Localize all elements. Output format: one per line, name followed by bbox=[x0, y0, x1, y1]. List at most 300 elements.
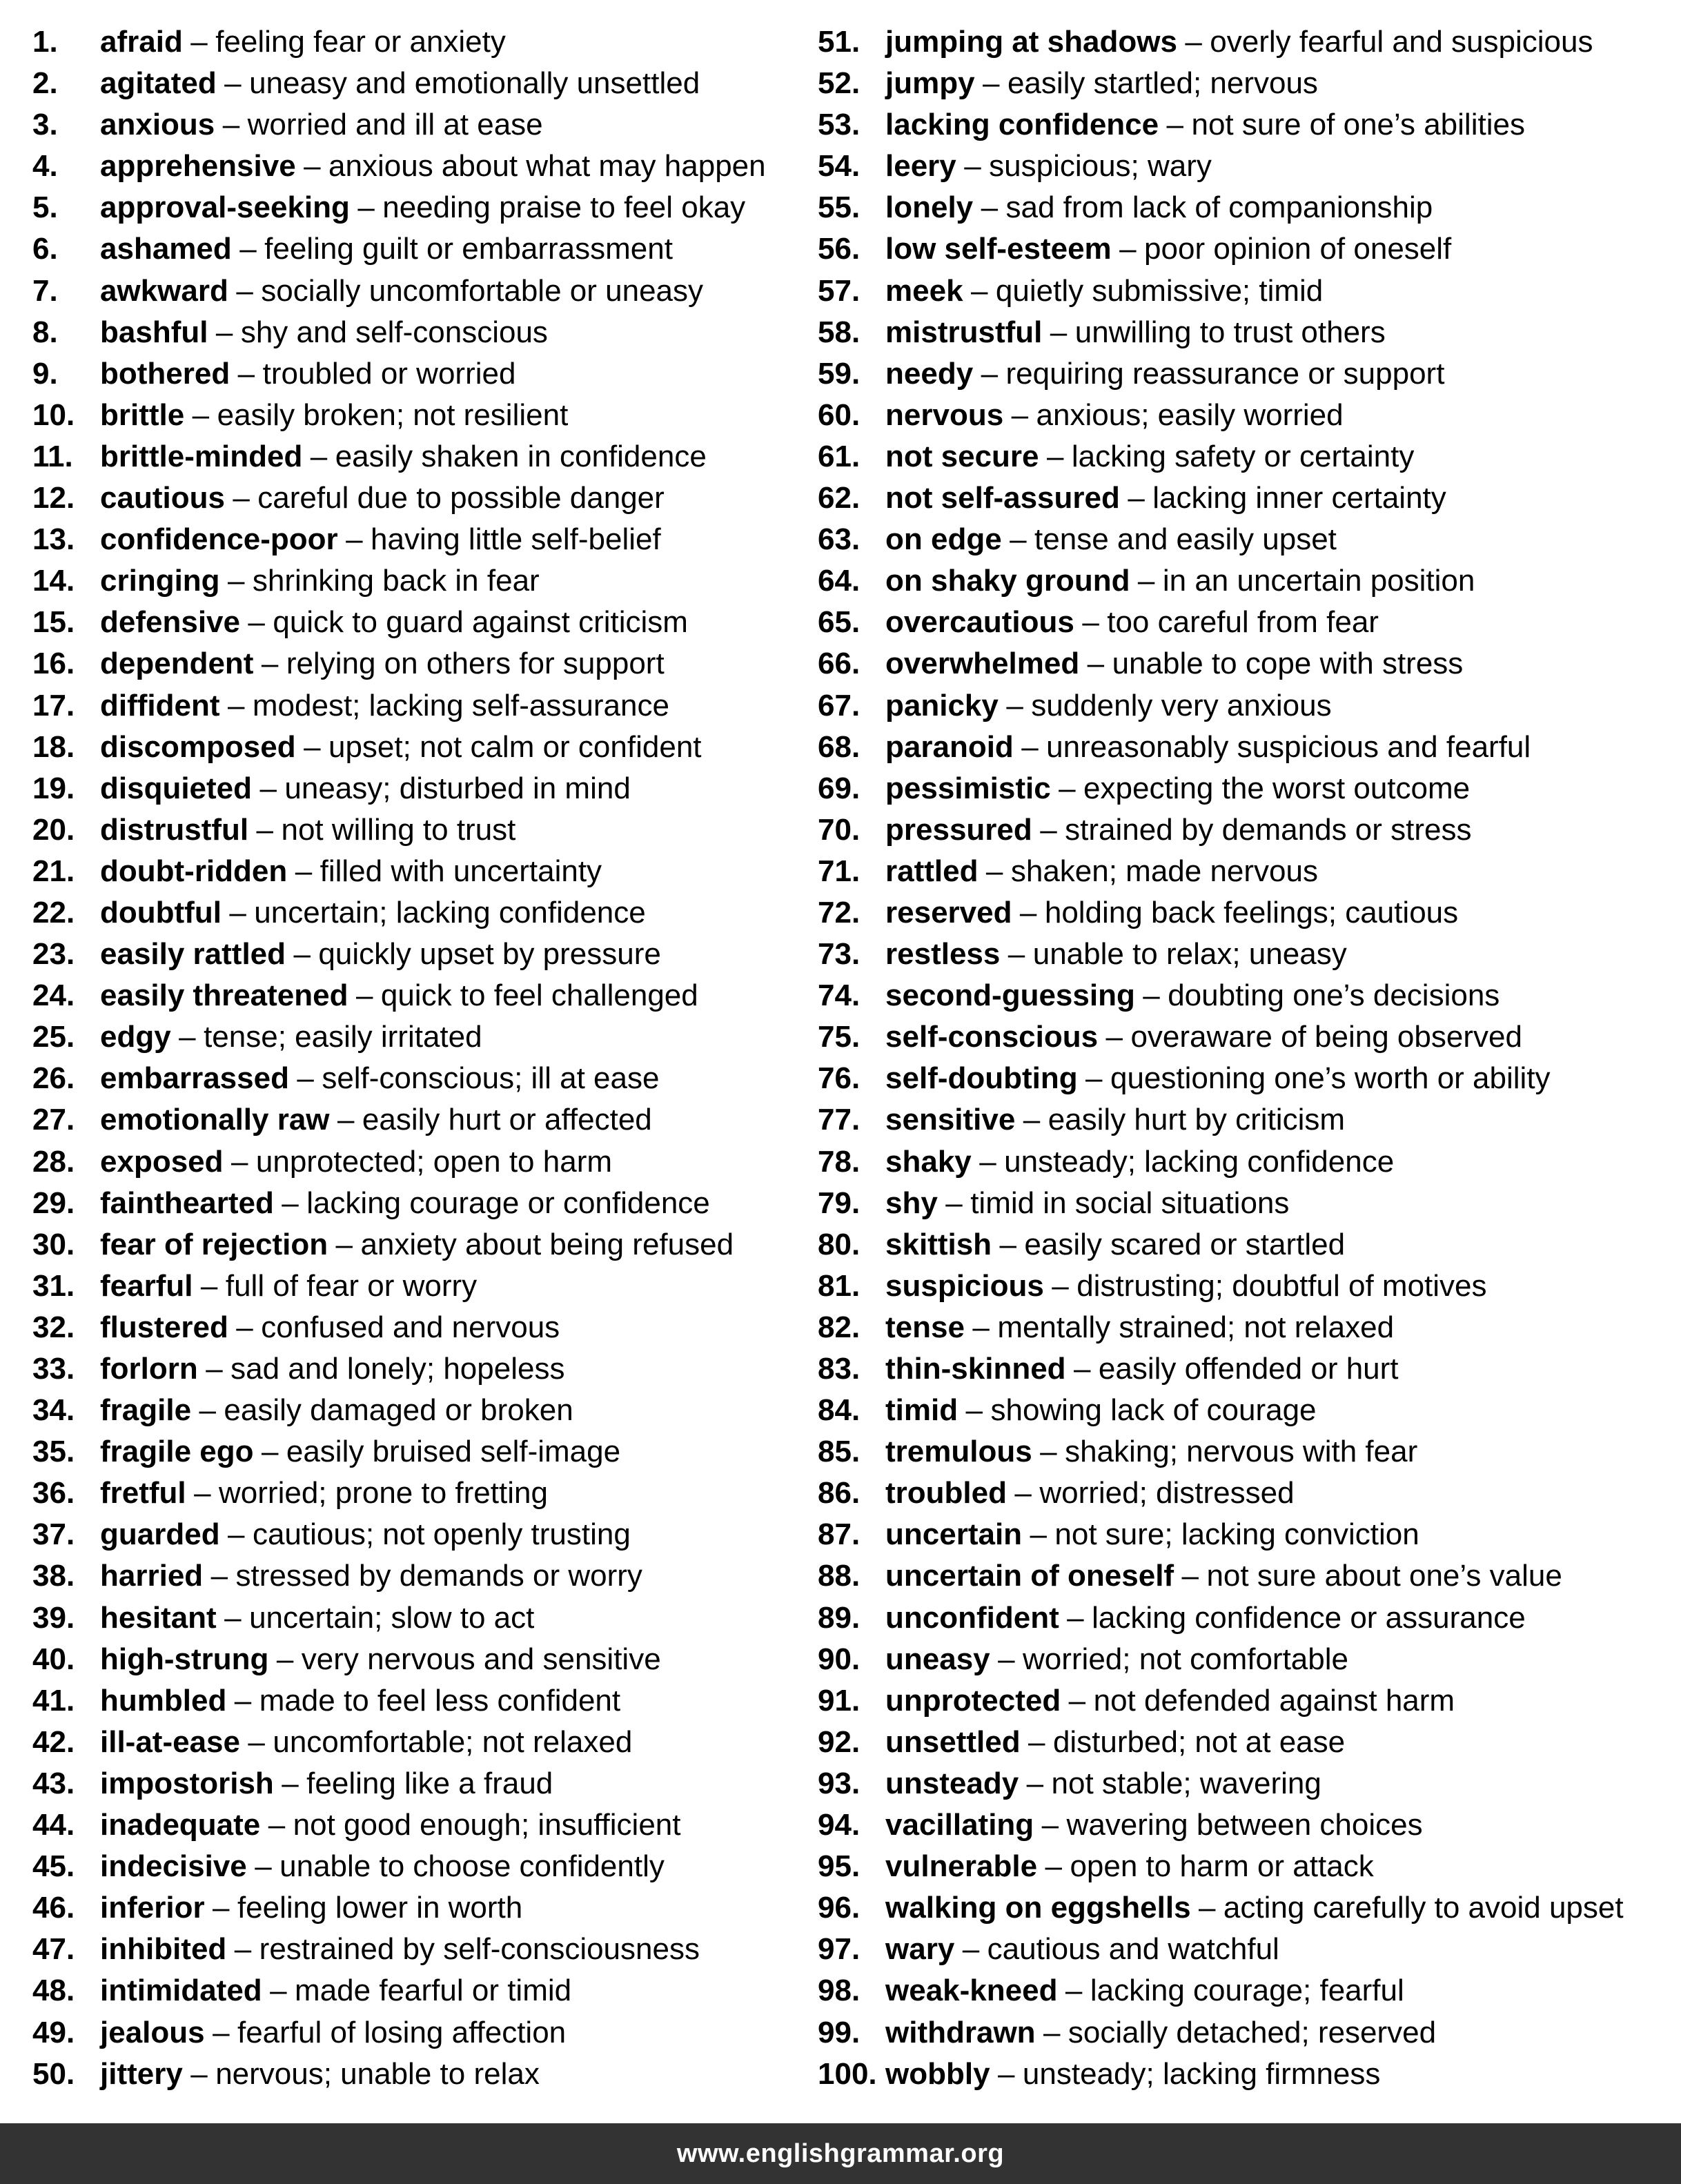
item-term: uncertain bbox=[885, 1517, 1023, 1552]
item-definition: needing praise to feel okay bbox=[382, 190, 746, 225]
list-item bbox=[818, 1929, 1624, 1970]
item-definition: sad from lack of companionship bbox=[1005, 190, 1433, 225]
item-text bbox=[885, 1808, 1423, 1842]
item-term: pessimistic bbox=[885, 771, 1051, 805]
item-number: 67. bbox=[818, 688, 861, 722]
item-definition: lacking confidence or assurance bbox=[1092, 1600, 1526, 1635]
item-definition: quick to feel challenged bbox=[380, 978, 698, 1013]
item-separator: – bbox=[1067, 1600, 1084, 1635]
item-term: troubled bbox=[885, 1476, 1007, 1511]
list-item bbox=[818, 1431, 1624, 1473]
item-text bbox=[885, 25, 1593, 59]
item-number: 1. bbox=[32, 25, 58, 59]
item-separator: – bbox=[236, 1310, 253, 1344]
item-term: diffident bbox=[100, 688, 220, 722]
item-definition: not good enough; insufficient bbox=[293, 1808, 681, 1842]
item-separator: – bbox=[230, 1144, 248, 1179]
list-item bbox=[32, 63, 766, 104]
list-item bbox=[32, 1183, 766, 1224]
item-separator: – bbox=[355, 978, 373, 1013]
item-definition: shrinking back in fear bbox=[252, 564, 540, 598]
item-separator: – bbox=[261, 647, 279, 681]
item-text bbox=[100, 564, 540, 598]
item-definition: feeling fear or anxiety bbox=[215, 25, 506, 59]
item-text bbox=[885, 1103, 1345, 1137]
item-term: fearful bbox=[100, 1268, 193, 1303]
item-text bbox=[100, 398, 568, 432]
item-term: unsettled bbox=[885, 1724, 1021, 1759]
item-term: meek bbox=[885, 273, 963, 308]
item-number: 87. bbox=[818, 1517, 861, 1552]
item-separator: – bbox=[1014, 1476, 1032, 1511]
list-item bbox=[818, 975, 1624, 1016]
item-number: 81. bbox=[818, 1268, 861, 1303]
item-number: 79. bbox=[818, 1186, 861, 1220]
item-separator: – bbox=[965, 1393, 983, 1428]
item-term: humbled bbox=[100, 1683, 227, 1718]
item-definition: easily startled; nervous bbox=[1007, 66, 1318, 101]
list-item bbox=[32, 1431, 766, 1473]
list-item bbox=[32, 104, 766, 146]
item-number: 69. bbox=[818, 771, 861, 805]
item-term: fretful bbox=[100, 1476, 186, 1511]
item-term: needy bbox=[885, 356, 974, 391]
item-definition: having little self-belief bbox=[371, 522, 661, 557]
item-term: withdrawn bbox=[885, 2015, 1036, 2049]
item-number: 86. bbox=[818, 1476, 861, 1511]
item-separator: – bbox=[335, 1227, 353, 1261]
item-text bbox=[885, 1186, 1289, 1220]
list-item bbox=[32, 436, 766, 478]
list-item bbox=[818, 436, 1624, 478]
item-text bbox=[885, 1228, 1345, 1261]
list-item bbox=[818, 1266, 1624, 1307]
list-item bbox=[818, 1887, 1624, 1929]
list-item bbox=[32, 1680, 766, 1722]
list-item bbox=[818, 1016, 1624, 1058]
item-number: 52. bbox=[818, 66, 861, 101]
item-text bbox=[100, 605, 688, 639]
item-separator: – bbox=[346, 522, 363, 557]
item-definition: uneasy; disturbed in mind bbox=[284, 771, 631, 805]
item-term: easily threatened bbox=[100, 978, 348, 1013]
item-definition: nervous; unable to relax bbox=[215, 2056, 540, 2091]
item-term: nervous bbox=[885, 397, 1004, 432]
item-text bbox=[885, 1684, 1455, 1718]
item-separator: – bbox=[983, 66, 1000, 101]
item-definition: requiring reassurance or support bbox=[1005, 356, 1445, 391]
item-number: 25. bbox=[32, 1020, 75, 1054]
list-item bbox=[818, 1099, 1624, 1141]
item-term: edgy bbox=[100, 1020, 171, 1054]
item-definition: easily bruised self-image bbox=[286, 1435, 621, 1469]
item-separator: – bbox=[224, 1600, 242, 1635]
item-text bbox=[885, 1020, 1522, 1054]
item-number: 94. bbox=[818, 1808, 861, 1842]
item-definition: wavering between choices bbox=[1066, 1808, 1423, 1842]
item-definition: unsteady; lacking confidence bbox=[1004, 1144, 1395, 1179]
item-definition: worried; distressed bbox=[1039, 1476, 1295, 1511]
item-term: hesitant bbox=[100, 1600, 217, 1635]
item-definition: easily hurt by criticism bbox=[1048, 1103, 1346, 1137]
list-item bbox=[32, 1307, 766, 1348]
item-text bbox=[100, 190, 745, 224]
list-item bbox=[32, 1099, 766, 1141]
item-text bbox=[100, 896, 646, 929]
list-item bbox=[32, 809, 766, 851]
item-number: 36. bbox=[32, 1476, 75, 1511]
item-separator: – bbox=[304, 149, 321, 184]
item-term: ashamed bbox=[100, 232, 232, 266]
item-number: 100. bbox=[818, 2056, 877, 2091]
item-term: vacillating bbox=[885, 1808, 1034, 1842]
item-number: 95. bbox=[818, 1849, 861, 1884]
item-text bbox=[885, 978, 1500, 1012]
item-text bbox=[100, 522, 661, 556]
list-item bbox=[32, 685, 766, 727]
item-term: on edge bbox=[885, 522, 1002, 557]
item-text bbox=[100, 854, 602, 888]
item-separator: – bbox=[255, 1849, 272, 1884]
item-text bbox=[100, 771, 631, 805]
item-term: pressured bbox=[885, 812, 1032, 847]
item-separator: – bbox=[998, 2056, 1015, 2091]
list-item bbox=[818, 1514, 1624, 1555]
item-number: 17. bbox=[32, 688, 75, 722]
item-number: 64. bbox=[818, 564, 861, 598]
item-text bbox=[100, 2057, 540, 2091]
item-number: 8. bbox=[32, 315, 58, 349]
item-separator: – bbox=[964, 149, 981, 184]
item-definition: not sure of one’s abilities bbox=[1191, 108, 1525, 142]
item-term: unsteady bbox=[885, 1766, 1019, 1800]
item-term: jumping at shadows bbox=[885, 25, 1177, 59]
item-text bbox=[100, 1310, 560, 1344]
item-number: 96. bbox=[818, 1891, 861, 1925]
item-separator: – bbox=[200, 1268, 218, 1303]
item-text bbox=[885, 1559, 1562, 1593]
item-number: 31. bbox=[32, 1268, 75, 1303]
item-text bbox=[885, 2016, 1436, 2049]
list-item bbox=[818, 1846, 1624, 1887]
item-term: harried bbox=[100, 1559, 204, 1593]
item-definition: sad and lonely; hopeless bbox=[230, 1352, 565, 1386]
item-definition: acting carefully to avoid upset bbox=[1223, 1891, 1624, 1925]
item-number: 29. bbox=[32, 1186, 75, 1220]
item-term: walking on eggshells bbox=[885, 1891, 1191, 1925]
list-item bbox=[32, 1804, 766, 1846]
item-definition: upset; not calm or confident bbox=[328, 729, 702, 764]
list-item bbox=[818, 1348, 1624, 1390]
item-text bbox=[100, 1228, 734, 1261]
list-item bbox=[818, 602, 1624, 643]
item-definition: not willing to trust bbox=[281, 812, 516, 847]
item-separator: – bbox=[998, 1642, 1015, 1676]
item-separator: – bbox=[227, 688, 245, 722]
item-term: uneasy bbox=[885, 1642, 990, 1676]
item-separator: – bbox=[190, 25, 208, 59]
item-number: 28. bbox=[32, 1144, 75, 1179]
item-definition: anxious about what may happen bbox=[328, 149, 766, 184]
item-definition: made fearful or timid bbox=[295, 1974, 572, 2008]
list-item bbox=[32, 1141, 766, 1183]
item-term: self-conscious bbox=[885, 1020, 1099, 1054]
item-term: vulnerable bbox=[885, 1849, 1038, 1884]
item-text bbox=[100, 1684, 620, 1718]
item-text bbox=[100, 1932, 700, 1966]
item-number: 14. bbox=[32, 564, 75, 598]
list-item bbox=[818, 1597, 1624, 1639]
item-definition: lacking safety or certainty bbox=[1071, 439, 1415, 473]
item-text bbox=[100, 1061, 659, 1095]
item-number: 4. bbox=[32, 149, 58, 184]
item-definition: overly fearful and suspicious bbox=[1210, 25, 1593, 59]
list-item bbox=[32, 1929, 766, 1970]
item-text bbox=[885, 1310, 1394, 1344]
item-term: not self-assured bbox=[885, 481, 1120, 515]
item-text bbox=[100, 1352, 564, 1386]
item-text bbox=[885, 1435, 1417, 1468]
list-item bbox=[818, 727, 1624, 768]
item-number: 85. bbox=[818, 1435, 861, 1469]
item-text bbox=[885, 771, 1470, 805]
list-item bbox=[32, 1722, 766, 1763]
item-text bbox=[885, 398, 1344, 432]
item-term: tense bbox=[885, 1310, 965, 1344]
item-number: 60. bbox=[818, 397, 861, 432]
item-definition: uncertain; lacking confidence bbox=[254, 895, 646, 929]
item-separator: – bbox=[268, 1808, 286, 1842]
item-term: inadequate bbox=[100, 1808, 261, 1842]
item-number: 13. bbox=[32, 522, 75, 557]
item-text bbox=[100, 1145, 612, 1179]
item-separator: – bbox=[981, 356, 999, 391]
item-text bbox=[885, 854, 1318, 888]
item-text bbox=[100, 1476, 548, 1510]
item-separator: – bbox=[945, 1186, 963, 1220]
list-item bbox=[818, 892, 1624, 934]
item-text bbox=[885, 190, 1433, 224]
item-text bbox=[885, 440, 1414, 473]
item-separator: – bbox=[1011, 397, 1029, 432]
list-item bbox=[818, 1639, 1624, 1680]
item-number: 51. bbox=[818, 25, 861, 59]
item-text bbox=[100, 315, 548, 349]
item-term: forlorn bbox=[100, 1352, 198, 1386]
item-text bbox=[100, 730, 702, 764]
item-separator: – bbox=[1052, 1268, 1069, 1303]
item-separator: – bbox=[979, 1144, 996, 1179]
item-text bbox=[885, 232, 1451, 266]
list-item bbox=[32, 1224, 766, 1266]
item-term: doubtful bbox=[100, 895, 222, 929]
item-number: 70. bbox=[818, 812, 861, 847]
item-separator: – bbox=[234, 1932, 252, 1967]
item-term: afraid bbox=[100, 25, 183, 59]
item-term: impostorish bbox=[100, 1766, 274, 1800]
item-text bbox=[885, 1061, 1551, 1095]
item-number: 5. bbox=[32, 190, 58, 225]
item-term: bashful bbox=[100, 315, 208, 349]
item-number: 7. bbox=[32, 273, 58, 308]
item-definition: very nervous and sensitive bbox=[301, 1642, 661, 1676]
item-separator: – bbox=[237, 356, 255, 391]
item-separator: – bbox=[239, 232, 257, 266]
item-text bbox=[100, 1269, 477, 1303]
item-separator: – bbox=[310, 439, 328, 473]
item-separator: – bbox=[1068, 1683, 1086, 1718]
item-definition: too careful from fear bbox=[1107, 605, 1379, 640]
item-separator: – bbox=[999, 1227, 1016, 1261]
item-term: fragile bbox=[100, 1393, 192, 1428]
item-separator: – bbox=[199, 1393, 216, 1428]
item-number: 24. bbox=[32, 978, 75, 1013]
item-definition: holding back feelings; cautious bbox=[1044, 895, 1459, 929]
list-item bbox=[818, 63, 1624, 104]
item-definition: fearful of losing affection bbox=[237, 2015, 567, 2049]
item-term: approval-seeking bbox=[100, 190, 350, 225]
item-term: not secure bbox=[885, 439, 1039, 473]
list-item bbox=[818, 643, 1624, 685]
list-item bbox=[818, 768, 1624, 809]
item-separator: – bbox=[985, 854, 1003, 888]
item-definition: feeling like a fraud bbox=[306, 1766, 553, 1800]
item-term: ill-at-ease bbox=[100, 1724, 240, 1759]
item-number: 34. bbox=[32, 1393, 75, 1428]
list-item bbox=[32, 312, 766, 353]
item-separator: – bbox=[229, 895, 246, 929]
item-separator: – bbox=[1046, 439, 1064, 473]
item-number: 26. bbox=[32, 1061, 75, 1096]
item-separator: – bbox=[357, 190, 375, 225]
item-number: 88. bbox=[818, 1559, 861, 1593]
item-separator: – bbox=[276, 1642, 294, 1676]
item-number: 62. bbox=[818, 481, 861, 515]
item-text bbox=[100, 1767, 553, 1800]
item-term: cringing bbox=[100, 564, 220, 598]
item-definition: doubting one’s decisions bbox=[1168, 978, 1500, 1013]
item-number: 65. bbox=[818, 605, 861, 640]
item-term: dependent bbox=[100, 647, 254, 681]
item-number: 71. bbox=[818, 854, 861, 888]
item-text bbox=[885, 1601, 1526, 1635]
item-definition: feeling guilt or embarrassment bbox=[264, 232, 673, 266]
item-term: on shaky ground bbox=[885, 564, 1130, 598]
item-number: 66. bbox=[818, 647, 861, 681]
item-definition: suddenly very anxious bbox=[1031, 688, 1332, 722]
item-text bbox=[885, 108, 1525, 141]
item-text bbox=[100, 108, 543, 141]
item-separator: – bbox=[1166, 108, 1184, 142]
item-definition: troubled or worried bbox=[262, 356, 516, 391]
item-term: apprehensive bbox=[100, 149, 296, 184]
item-text bbox=[885, 149, 1212, 183]
item-separator: – bbox=[1041, 1808, 1059, 1842]
item-term: timid bbox=[885, 1393, 959, 1428]
item-term: shaky bbox=[885, 1144, 972, 1179]
item-term: defensive bbox=[100, 605, 240, 640]
item-definition: unprotected; open to harm bbox=[255, 1144, 612, 1179]
item-separator: – bbox=[1040, 812, 1057, 847]
item-separator: – bbox=[297, 1061, 314, 1096]
item-term: self-doubting bbox=[885, 1061, 1078, 1096]
item-term: confidence-poor bbox=[100, 522, 338, 557]
item-definition: worried and ill at ease bbox=[247, 108, 543, 142]
item-definition: cautious; not openly trusting bbox=[252, 1517, 631, 1552]
item-term: exposed bbox=[100, 1144, 224, 1179]
item-separator: – bbox=[1010, 522, 1027, 557]
item-text bbox=[100, 149, 766, 183]
list-item bbox=[818, 1763, 1624, 1804]
item-text bbox=[885, 2057, 1380, 2091]
item-term: uncertain of oneself bbox=[885, 1559, 1174, 1593]
item-number: 42. bbox=[32, 1724, 75, 1759]
item-number: 83. bbox=[818, 1352, 861, 1386]
item-number: 63. bbox=[818, 522, 861, 557]
item-number: 16. bbox=[32, 647, 75, 681]
list-item bbox=[818, 1555, 1624, 1597]
item-text bbox=[100, 1186, 710, 1220]
item-definition: full of fear or worry bbox=[225, 1268, 478, 1303]
item-definition: unable to choose confidently bbox=[279, 1849, 665, 1884]
item-number: 91. bbox=[818, 1683, 861, 1718]
item-separator: – bbox=[1043, 2015, 1061, 2049]
item-text bbox=[885, 1517, 1419, 1551]
item-definition: not sure about one’s value bbox=[1206, 1559, 1562, 1593]
item-number: 89. bbox=[818, 1600, 861, 1635]
item-term: fragile ego bbox=[100, 1435, 254, 1469]
list-item bbox=[32, 643, 766, 685]
item-definition: uncertain; slow to act bbox=[249, 1600, 535, 1635]
item-term: intimidated bbox=[100, 1974, 262, 2008]
list-item bbox=[818, 1473, 1624, 1514]
item-text bbox=[100, 232, 673, 266]
item-term: brittle bbox=[100, 397, 185, 432]
item-text bbox=[100, 2016, 566, 2049]
item-number: 92. bbox=[818, 1724, 861, 1759]
item-term: restless bbox=[885, 937, 1001, 972]
item-text bbox=[885, 522, 1337, 556]
item-separator: – bbox=[1007, 937, 1025, 972]
item-text bbox=[100, 1601, 534, 1635]
list-item bbox=[818, 1680, 1624, 1722]
item-definition: tense and easily upset bbox=[1034, 522, 1337, 557]
list-item bbox=[818, 1183, 1624, 1224]
item-separator: – bbox=[1065, 1974, 1083, 2008]
item-text bbox=[885, 1476, 1295, 1510]
item-term: skittish bbox=[885, 1227, 992, 1261]
item-text bbox=[885, 605, 1379, 639]
list-item bbox=[818, 353, 1624, 395]
item-separator: – bbox=[248, 605, 265, 640]
item-definition: unwilling to trust others bbox=[1074, 315, 1386, 349]
list-item bbox=[32, 2012, 766, 2054]
item-text bbox=[100, 1808, 681, 1842]
list-item bbox=[818, 519, 1624, 560]
item-definition: overaware of being observed bbox=[1130, 1020, 1522, 1054]
item-definition: unsteady; lacking firmness bbox=[1022, 2056, 1381, 2091]
item-text bbox=[100, 937, 661, 971]
item-term: low self-esteem bbox=[885, 232, 1112, 266]
item-number: 57. bbox=[818, 273, 861, 308]
list-item bbox=[32, 1639, 766, 1680]
list-item bbox=[32, 727, 766, 768]
list-item bbox=[32, 1887, 766, 1929]
list-item bbox=[32, 1846, 766, 1887]
item-separator: – bbox=[282, 1186, 299, 1220]
list-item bbox=[32, 768, 766, 809]
list-item bbox=[818, 395, 1624, 436]
